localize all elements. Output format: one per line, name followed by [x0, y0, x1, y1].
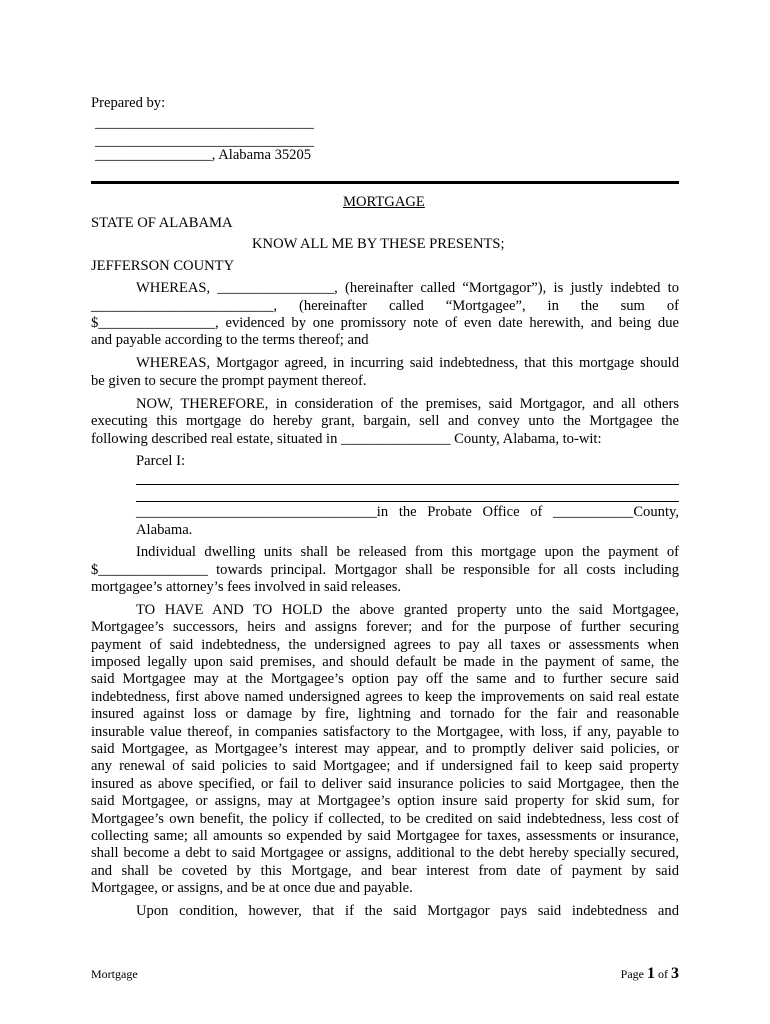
paragraph-5-line: Mortgagee, or assigns, and be at once due and payable.	[91, 880, 413, 896]
preparer-city-line[interactable]: ________________, Alabama 35205	[95, 147, 312, 163]
of-word: of	[658, 967, 668, 981]
paragraph-2-line-1: WHEREAS, Mortgagor agreed, in incurring said indebtedness, that this mortgage should	[136, 355, 679, 371]
paragraph-5-line: insured against loss or damage by fire, lightning and tornado for the fair and reasonable	[91, 706, 679, 722]
header-divider	[91, 181, 679, 184]
parcel-label: Parcel I:	[136, 453, 186, 469]
paragraph-5-line: any renewal of said policies to said Mortgagee; and if undersigned fail to keep said property	[91, 758, 679, 774]
paragraph-3-line-2: executing this mortgage do hereby grant, bargain, sell and convey unto the Mortgagee the	[91, 413, 679, 429]
prepared-by-label: Prepared by:	[91, 95, 166, 111]
document-title: MORTGAGE	[343, 194, 425, 210]
paragraph-5-line: TO HAVE AND TO HOLD the above granted property unto the said Mortgagee,	[136, 602, 679, 618]
paragraph-4-line-1: Individual dwelling units shall be released from this mortgage upon the payment of	[136, 544, 679, 560]
page-word: Page	[620, 967, 644, 981]
paragraph-2-line-2: be given to secure the prompt payment thereof.	[91, 373, 367, 389]
paragraph-3-line-1: NOW, THEREFORE, in consideration of the premises, said Mortgagor, and all others	[136, 396, 679, 412]
paragraph-5-line: imposed legally upon said premises, and should default be made in the payment of same, the	[91, 654, 679, 670]
paragraph-5-line: Mortgagee’s successors, heirs and assigns forever; and for the purpose of further securing	[91, 619, 679, 635]
paragraph-4-line-3: mortgagee’s attorney’s fees involved in said releases.	[91, 579, 402, 595]
total-pages: 3	[671, 965, 679, 982]
paragraph-5-line: and shall be coveted by this Mortgage, and bear interest from date of payment by said	[91, 863, 679, 879]
state-line: STATE OF ALABAMA	[91, 215, 233, 231]
paragraph-5-line: collecting same; all amounts so expended by said Mortgagee for taxes, assessments or insurance,	[91, 828, 679, 844]
parcel-description-blank-2[interactable]	[136, 501, 679, 502]
paragraph-5-line: payment of said indebtedness, the undersigned agrees to pay all taxes or assessments when	[91, 637, 679, 653]
paragraph-5-line: indebtedness, first above named undersigned agrees to keep the improvements on said real estate	[91, 689, 679, 705]
paragraph-1-line-2: _________________________, (hereinafter called “Mortgagee”, in the sum of	[91, 298, 679, 314]
paragraph-5-line: insured as above specified, or fail to deliver said insurance policies to said Mortgagee, then the	[91, 776, 679, 792]
paragraph-5-line: insurable value thereof, in companies satisfactory to the Mortgagee, with loss, if any, payable to	[91, 724, 679, 740]
page-number	[621, 965, 679, 983]
preparer-address-blank[interactable]: ______________________________	[95, 133, 314, 149]
current-page: 1	[647, 965, 655, 982]
paragraph-5-line: said Mortgagee may at the Mortgagee’s option pay off the same and to further secure said	[91, 671, 679, 687]
paragraph-5-line: said Mortgagee, as Mortgagee’s interest may appear, and to promptly deliver said policies, or	[91, 741, 679, 757]
paragraph-5-line: Mortgagee’s own benefit, the policy if collected, to be credited on said indebtedness, less cost of	[91, 811, 679, 827]
parcel-description-blank-1[interactable]	[136, 484, 679, 485]
paragraph-1-line-4: and payable according to the terms thereof; and	[91, 332, 369, 348]
preparer-name-blank[interactable]: ______________________________	[95, 115, 314, 131]
probate-office-line: _________________________________in the Probate Office of ___________County,	[136, 504, 679, 520]
paragraph-5-line: said Mortgagee, or assigns, may at Mortgagee’s option insure said property for skid sum, for	[91, 793, 679, 809]
paragraph-3-line-3: following described real estate, situated in _______________ County, Alabama, to-wit:	[91, 431, 602, 447]
know-all-line: KNOW ALL ME BY THESE PRESENTS;	[252, 236, 505, 252]
county-line: JEFFERSON COUNTY	[91, 258, 235, 274]
parcel-alabama: Alabama.	[136, 522, 193, 538]
paragraph-6-line-1: Upon condition, however, that if the said Mortgagor pays said indebtedness and	[136, 903, 679, 919]
footer-document-name: Mortgage	[91, 967, 138, 981]
paragraph-1-line-1: WHEREAS, ________________, (hereinafter called “Mortgagor”), is justly indebted to	[136, 280, 679, 296]
paragraph-4-line-2: $_______________ towards principal. Mortgagor shall be responsible for all costs including	[91, 562, 679, 578]
paragraph-1-line-3: $________________, evidenced by one promissory note of even date herewith, and being due	[91, 315, 679, 331]
paragraph-5-line: shall become a debt to said Mortgagee or assigns, additional to the debt hereby specially secured,	[91, 845, 679, 861]
